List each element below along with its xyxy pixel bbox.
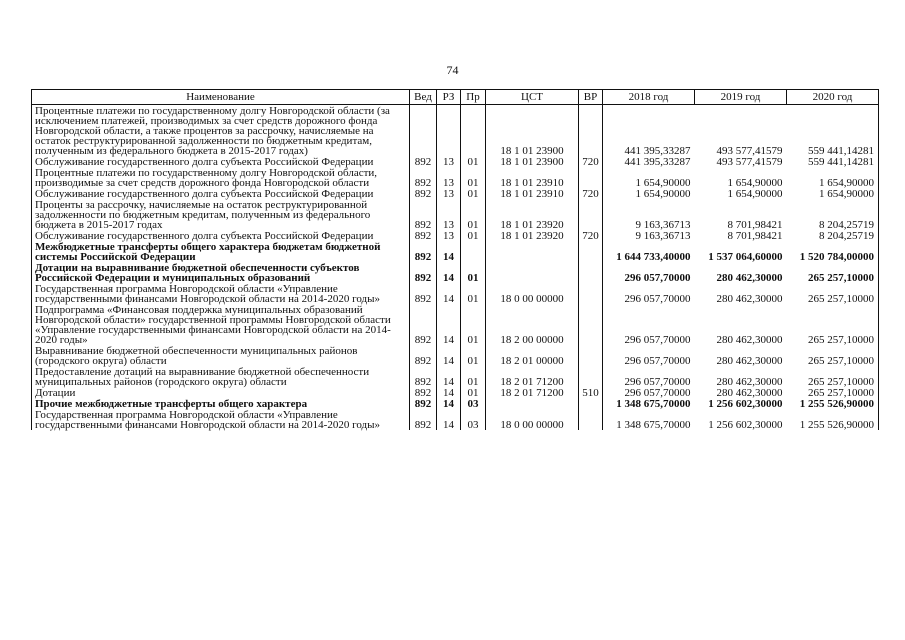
- cell-ved: 892: [410, 283, 437, 304]
- cell-rz: 13: [437, 188, 461, 199]
- cell-cst: 18 2 01 71200: [486, 366, 579, 387]
- cell-name: Выравнивание бюджетной обеспеченности муниципальных районов (городского округа) области: [32, 345, 410, 366]
- cell-name: Подпрограмма «Финансовая поддержка муниципальных образований Новгородской области» государственной программы Новгородской области «Управление государственными финансами Новгородской области на 2014-2020 годы»: [32, 304, 410, 345]
- cell-pr: 03: [461, 398, 486, 409]
- cell-ved: 892: [410, 241, 437, 262]
- column-header-rz: РЗ: [437, 90, 461, 105]
- table-row: [32, 387, 879, 398]
- table-row: [32, 167, 879, 188]
- cell-vr: 720: [579, 230, 603, 241]
- cell-rz: 14: [437, 345, 461, 366]
- cell-y2018: 296 057,70000: [603, 262, 695, 283]
- cell-name: Обслуживание государственного долга субъекта Российской Федерации: [32, 156, 410, 167]
- cell-cst: 18 0 00 00000: [486, 409, 579, 430]
- cell-y2018: 1 348 675,70000: [603, 409, 695, 430]
- table-row: [32, 366, 879, 387]
- cell-rz: 13: [437, 167, 461, 188]
- cell-rz: 14: [437, 283, 461, 304]
- cell-ved: 892: [410, 304, 437, 345]
- cell-y2020: 1 654,90000: [787, 188, 879, 199]
- cell-vr: 720: [579, 156, 603, 167]
- cell-y2018: 296 057,70000: [603, 283, 695, 304]
- table-header-row: [32, 90, 879, 105]
- cell-y2020: 265 257,10000: [787, 304, 879, 345]
- cell-rz: 13: [437, 199, 461, 230]
- column-header-cst: ЦСТ: [486, 90, 579, 105]
- cell-ved: 892: [410, 366, 437, 387]
- cell-ved: 892: [410, 387, 437, 398]
- cell-y2020: 8 204,25719: [787, 230, 879, 241]
- cell-ved: 892: [410, 199, 437, 230]
- cell-y2020: 1 654,90000: [787, 167, 879, 188]
- table-body: [32, 105, 879, 431]
- cell-pr: 01: [461, 304, 486, 345]
- cell-rz: 14: [437, 241, 461, 262]
- cell-name: Процентные платежи по государственному долгу Новгородской области (за исключением платежей, производимых за счет средств дорожного фонда Новгородской области, а также процентов за рассрочку, начисляемые на остаток реструктурированной задолженности по бюджетным кредитам, полученным из федерального бюджета в 2015-2017 годах): [32, 105, 410, 157]
- cell-cst: [486, 398, 579, 409]
- cell-y2019: 8 701,98421: [727, 219, 783, 231]
- cell-y2019: 1 256 602,30000: [708, 398, 783, 410]
- column-header-2019: 2019 год: [695, 90, 787, 105]
- table-row: [32, 398, 879, 409]
- cell-y2019: 280 462,30000: [716, 293, 783, 305]
- cell-vr: [579, 304, 603, 345]
- cell-ved: [410, 105, 437, 157]
- cell-rz: 14: [437, 409, 461, 430]
- cell-y2019: 280 462,30000: [716, 376, 783, 388]
- column-header-pr: Пр: [461, 90, 486, 105]
- cell-y2018: 296 057,70000: [603, 366, 695, 387]
- table-row: [32, 409, 879, 430]
- cell-y2018: 1 654,90000: [603, 188, 695, 199]
- cell-y2019: 1 654,90000: [727, 177, 783, 189]
- cell-rz: 14: [437, 387, 461, 398]
- cell-vr: [579, 167, 603, 188]
- cell-vr: [579, 262, 603, 283]
- cell-y2020: 265 257,10000: [787, 345, 879, 366]
- cell-name: Предоставление дотаций на выравнивание бюджетной обеспеченности муниципальных районов (городского округа) области: [32, 366, 410, 387]
- cell-cst: 18 1 01 23920: [486, 230, 579, 241]
- cell-name: Государственная программа Новгородской области «Управление государственными финансами Новгородской области на 2014-2020 годы»: [32, 283, 410, 304]
- cell-rz: 13: [437, 230, 461, 241]
- table-row: [32, 345, 879, 366]
- cell-name: Дотации на выравнивание бюджетной обеспеченности субъектов Российской Федерации и муниципальных образований: [32, 262, 410, 283]
- cell-name: Процентные платежи по государственному долгу Новгородской области, производимые за счет средств дорожного фонда Новгородской области: [32, 167, 410, 188]
- cell-vr: [579, 283, 603, 304]
- table-row: [32, 241, 879, 262]
- cell-y2019: 1 537 064,60000: [708, 251, 783, 263]
- table-row: [32, 230, 879, 241]
- column-header-name: Наименование: [32, 90, 410, 105]
- cell-ved: 892: [410, 230, 437, 241]
- cell-y2020: 1 520 784,00000: [787, 241, 879, 262]
- cell-rz: 14: [437, 398, 461, 409]
- cell-y2018: 296 057,70000: [603, 304, 695, 345]
- table-row: [32, 304, 879, 345]
- cell-y2018: 1 644 733,40000: [603, 241, 695, 262]
- cell-y2020: 1 255 526,90000: [787, 409, 879, 430]
- cell-pr: 01: [461, 188, 486, 199]
- column-header-2018: 2018 год: [603, 90, 695, 105]
- cell-y2019: 493 577,41579: [716, 145, 783, 157]
- budget-table: [31, 89, 879, 430]
- cell-cst: 18 1 01 23900: [486, 105, 579, 157]
- table-row: [32, 188, 879, 199]
- cell-rz: 14: [437, 366, 461, 387]
- cell-y2020: 265 257,10000: [787, 283, 879, 304]
- cell-y2020: 8 204,25719: [787, 199, 879, 230]
- cell-vr: 720: [579, 188, 603, 199]
- column-header-2020: 2020 год: [787, 90, 879, 105]
- cell-y2020: 1 255 526,90000: [787, 398, 879, 409]
- cell-ved: 892: [410, 156, 437, 167]
- cell-rz: 14: [437, 262, 461, 283]
- cell-rz: 13: [437, 156, 461, 167]
- cell-pr: 01: [461, 366, 486, 387]
- cell-name: Межбюджетные трансферты общего характера бюджетам бюджетной системы Российской Федерации: [32, 241, 410, 262]
- cell-cst: [486, 262, 579, 283]
- cell-rz: 14: [437, 304, 461, 345]
- cell-cst: [486, 241, 579, 262]
- page-number: 74: [446, 63, 459, 77]
- cell-pr: 03: [461, 409, 486, 430]
- cell-cst: 18 1 01 23910: [486, 167, 579, 188]
- cell-y2019: 280 462,30000: [716, 387, 783, 399]
- cell-ved: 892: [410, 167, 437, 188]
- cell-cst: 18 0 00 00000: [486, 283, 579, 304]
- cell-pr: 01: [461, 387, 486, 398]
- cell-y2018: 1 348 675,70000: [603, 398, 695, 409]
- column-header-vr: ВР: [579, 90, 603, 105]
- cell-cst: 18 1 01 23910: [486, 188, 579, 199]
- cell-name: Обслуживание государственного долга субъекта Российской Федерации: [32, 230, 410, 241]
- table-row: [32, 105, 879, 157]
- cell-y2018: 441 395,33287: [603, 105, 695, 157]
- cell-y2018: 9 163,36713: [603, 230, 695, 241]
- cell-ved: 892: [410, 409, 437, 430]
- cell-y2019: 280 462,30000: [716, 334, 783, 346]
- cell-y2018: 296 057,70000: [603, 345, 695, 366]
- cell-ved: 892: [410, 345, 437, 366]
- cell-y2019: 1 256 602,30000: [708, 419, 783, 431]
- cell-cst: 18 2 01 00000: [486, 345, 579, 366]
- cell-pr: 01: [461, 167, 486, 188]
- cell-vr: 510: [579, 387, 603, 398]
- table-row: [32, 283, 879, 304]
- cell-y2019: 1 654,90000: [727, 188, 783, 200]
- cell-y2018: 9 163,36713: [603, 199, 695, 230]
- table-row: [32, 262, 879, 283]
- cell-pr: 01: [461, 262, 486, 283]
- cell-y2020: 559 441,14281: [787, 105, 879, 157]
- cell-vr: [579, 241, 603, 262]
- cell-pr: 01: [461, 156, 486, 167]
- cell-y2020: 265 257,10000: [787, 366, 879, 387]
- cell-vr: [579, 409, 603, 430]
- cell-cst: 18 2 00 00000: [486, 304, 579, 345]
- cell-y2018: 1 654,90000: [603, 167, 695, 188]
- cell-rz: [437, 105, 461, 157]
- cell-pr: 01: [461, 345, 486, 366]
- cell-pr: 01: [461, 283, 486, 304]
- cell-ved: 892: [410, 262, 437, 283]
- table-row: [32, 199, 879, 230]
- cell-y2020: 559 441,14281: [787, 156, 879, 167]
- cell-y2020: 265 257,10000: [787, 262, 879, 283]
- cell-name: Проценты за рассрочку, начисляемые на остаток реструктурированной задолженности по бюджетным кредитам, полученным из федерального бюджета в 2015-2017 годах: [32, 199, 410, 230]
- cell-pr: 01: [461, 230, 486, 241]
- cell-cst: 18 1 01 23920: [486, 199, 579, 230]
- cell-vr: [579, 398, 603, 409]
- cell-ved: 892: [410, 188, 437, 199]
- table-row: [32, 156, 879, 167]
- cell-y2019: 8 701,98421: [727, 230, 783, 242]
- cell-cst: 18 2 01 71200: [486, 387, 579, 398]
- cell-y2019: 280 462,30000: [716, 355, 783, 367]
- cell-vr: [579, 199, 603, 230]
- cell-pr: [461, 105, 486, 157]
- cell-pr: 01: [461, 199, 486, 230]
- cell-vr: [579, 105, 603, 157]
- cell-y2019: 280 462,30000: [716, 272, 783, 284]
- cell-vr: [579, 366, 603, 387]
- column-header-ved: Вед: [410, 90, 437, 105]
- cell-name: Обслуживание государственного долга субъекта Российской Федерации: [32, 188, 410, 199]
- cell-name: Дотации: [32, 387, 410, 398]
- cell-cst: 18 1 01 23900: [486, 156, 579, 167]
- cell-pr: [461, 241, 486, 262]
- cell-name: Государственная программа Новгородской области «Управление государственными финансами Новгородской области на 2014-2020 годы»: [32, 409, 410, 430]
- cell-y2019: 493 577,41579: [716, 156, 783, 168]
- cell-ved: 892: [410, 398, 437, 409]
- cell-vr: [579, 345, 603, 366]
- cell-y2018: 296 057,70000: [603, 387, 695, 398]
- cell-y2020: 265 257,10000: [787, 387, 879, 398]
- cell-y2018: 441 395,33287: [603, 156, 695, 167]
- cell-name: Прочие межбюджетные трансферты общего характера: [32, 398, 410, 409]
